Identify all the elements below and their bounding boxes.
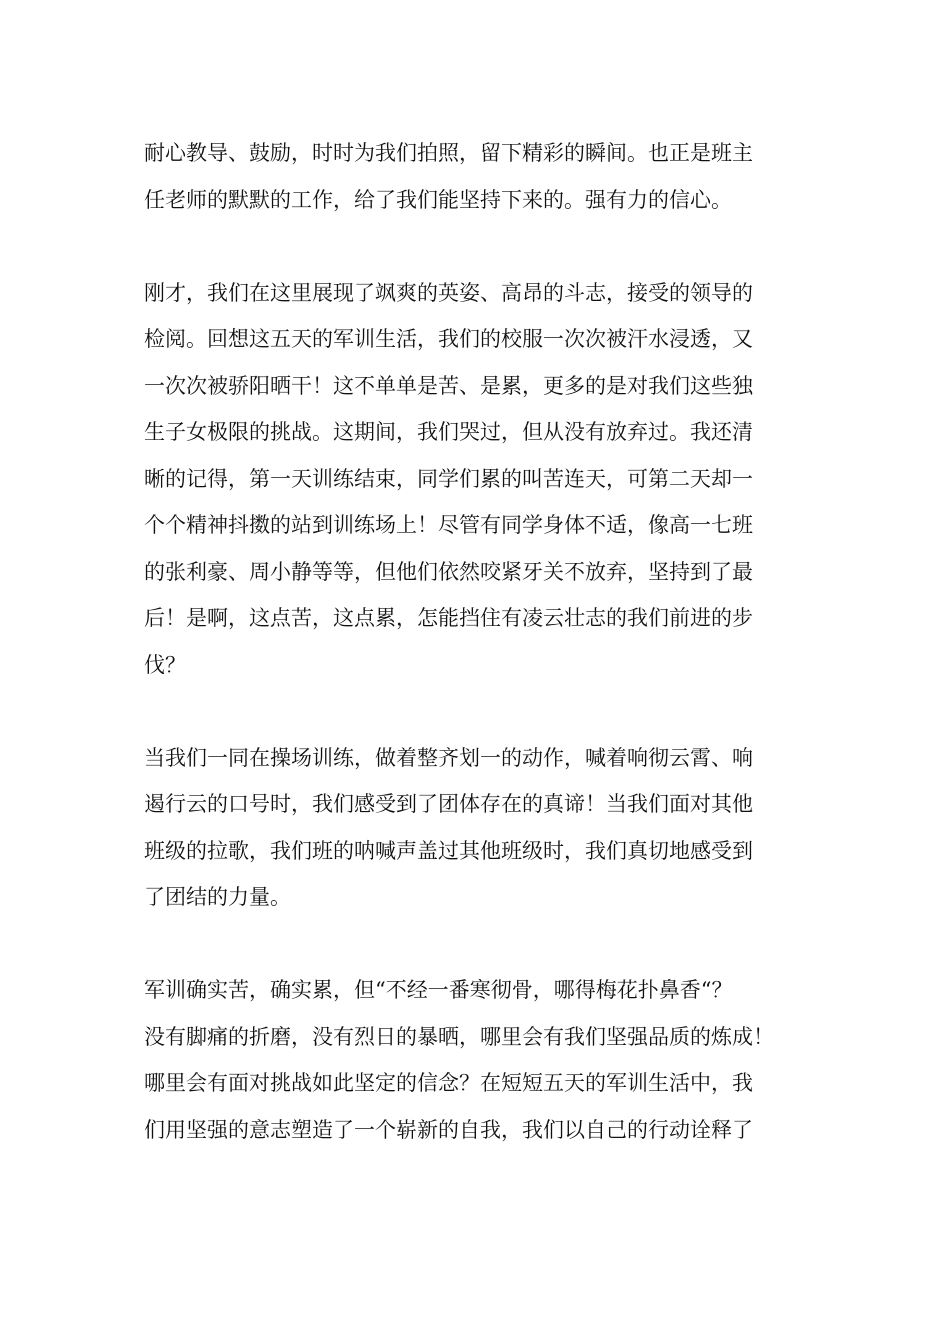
- text-line: 个个精神抖擞的站到训练场上！尽管有同学身体不适，像高一七班: [144, 513, 753, 537]
- document-body: [144, 130, 834, 1200]
- text-line: 哪里会有面对挑战如此坚定的信念？在短短五天的军训生活中，我: [144, 1071, 753, 1095]
- text-line: 后！是啊，这点苦，这点累，怎能挡住有凌云壮志的我们前进的步: [144, 606, 753, 630]
- paragraph-2: [144, 270, 834, 689]
- paragraph-3: [144, 735, 834, 921]
- text-line: 伐？: [144, 652, 186, 677]
- text-line: 了团结的力量。: [144, 885, 291, 909]
- text-line: 遏行云的口号时，我们感受到了团体存在的真谛！当我们面对其他: [144, 792, 753, 816]
- text-line: 晰的记得，第一天训练结束，同学们累的叫苦连天，可第二天却一: [144, 466, 753, 491]
- text-line: 刚才，我们在这里展现了飒爽的英姿、高昂的斗志，接受的领导的: [144, 280, 753, 305]
- text-line: 一次次被骄阳晒干！这不单单是苦、是累，更多的是对我们这些独: [144, 373, 753, 398]
- text-line: 们用坚强的意志塑造了一个崭新的自我，我们以自己的行动诠释了: [144, 1117, 753, 1142]
- text-line: 检阅。回想这五天的军训生活，我们的校服一次次被汗水浸透，又: [144, 327, 753, 351]
- text-line: 耐心教导、鼓励，时时为我们拍照，留下精彩的瞬间。也正是班主: [144, 141, 753, 165]
- text-line: 生子女极限的挑战。这期间，我们哭过，但从没有放弃过。我还清: [144, 420, 753, 444]
- text-line: 当我们一同在操场训练，做着整齐划一的动作，喊着响彻云霄、响: [144, 745, 753, 770]
- text-line: 任老师的默默的工作，给了我们能坚持下来的。强有力的信心。: [144, 187, 732, 212]
- paragraph-4: [144, 967, 834, 1153]
- paragraph-1: [144, 130, 834, 223]
- text-line: 班级的拉歌，我们班的呐喊声盖过其他班级时，我们真切地感受到: [144, 838, 753, 863]
- text-line: 的张利豪、周小静等等，但他们依然咬紧牙关不放弃，坚持到了最: [144, 559, 753, 584]
- text-line: 军训确实苦，确实累，但“不经一番寒彻骨，哪得梅花扑鼻香“？: [144, 978, 733, 1002]
- text-line: 没有脚痛的折磨，没有烈日的暴晒，哪里会有我们坚强品质的炼成！: [144, 1024, 774, 1049]
